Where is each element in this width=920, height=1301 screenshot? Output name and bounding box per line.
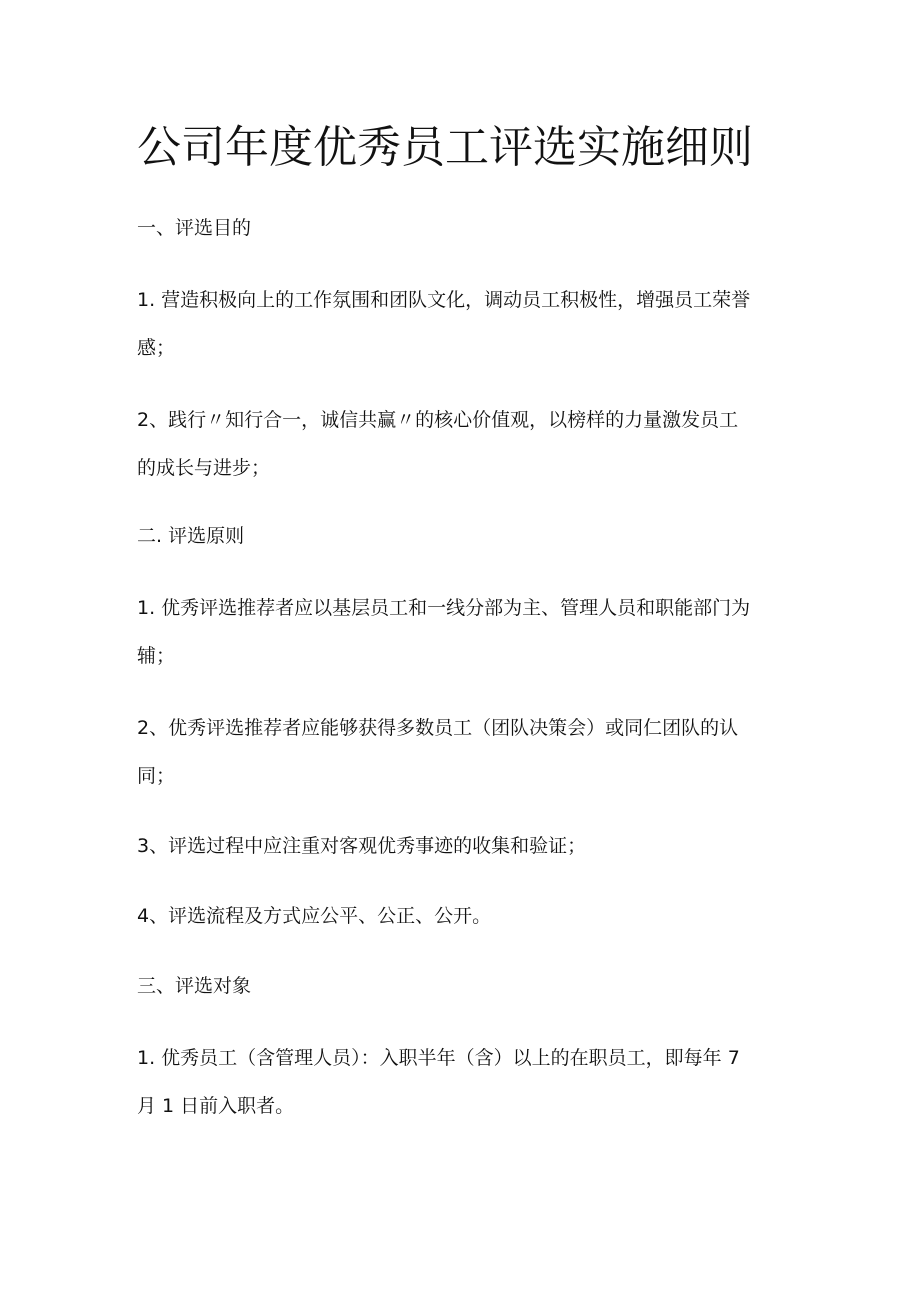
section-heading-purpose: 一、评选目的: [137, 217, 252, 239]
paragraph-purpose-1-line-1: 1. 营造积极向上的工作氛围和团队文化，调动员工积极性，增强员工荣誉: [137, 289, 751, 311]
paragraph-principles-1-line-1: 1. 优秀评选推荐者应以基层员工和一线分部为主、管理人员和职能部门为: [137, 597, 751, 619]
document-title: 公司年度优秀员工评选实施细则: [137, 122, 753, 173]
paragraph-purpose-1-line-2: 感；: [137, 337, 176, 359]
paragraph-targets-1-line-1: 1. 优秀员工（含管理人员）：入职半年（含）以上的在职员工，即每年 7: [137, 1047, 740, 1069]
paragraph-principles-3: 3、评选过程中应注重对客观优秀事迹的收集和验证；: [137, 835, 587, 857]
paragraph-targets-1-line-2: 月 1 日前入职者。: [137, 1095, 295, 1117]
paragraph-principles-2-line-1: 2、优秀评选推荐者应能够获得多数员工（团队决策会）或同仁团队的认: [137, 717, 739, 739]
paragraph-principles-1-line-2: 辅；: [137, 645, 176, 667]
paragraph-purpose-2-line-1: 2、践行〃知行合一，诚信共赢〃的核心价值观，以榜样的力量激发员工: [137, 409, 739, 431]
section-heading-targets: 三、评选对象: [137, 975, 252, 997]
paragraph-principles-4: 4、评选流程及方式应公平、公正、公开。: [137, 905, 492, 927]
paragraph-principles-2-line-2: 同；: [137, 765, 176, 787]
paragraph-purpose-2-line-2: 的成长与进步；: [137, 457, 271, 479]
section-heading-principles: 二. 评选原则: [137, 525, 245, 547]
